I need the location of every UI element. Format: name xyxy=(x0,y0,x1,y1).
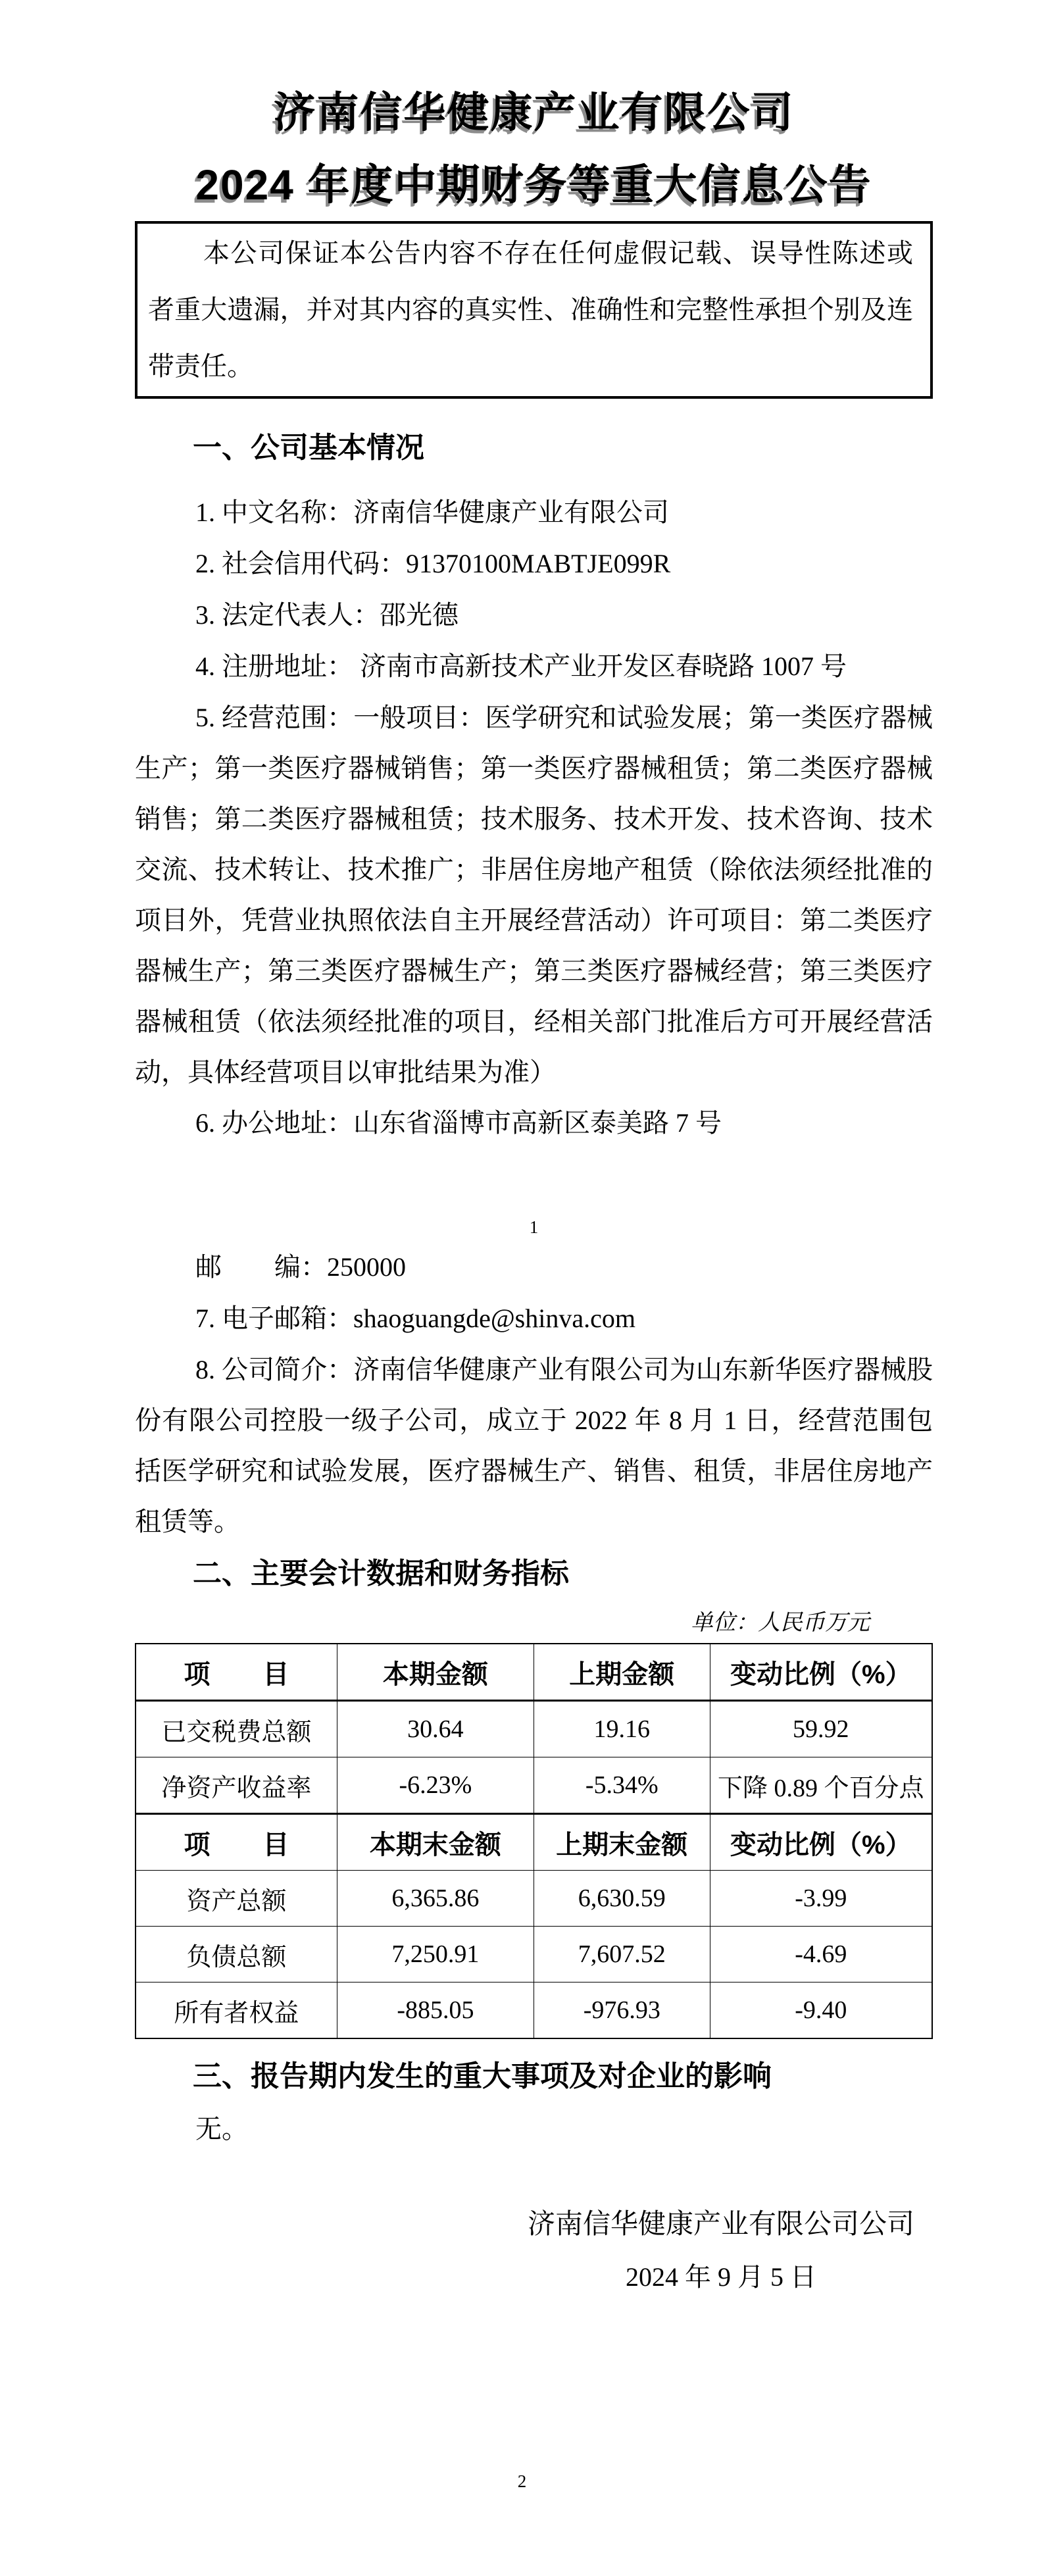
table-cell: 30.64 xyxy=(337,1701,534,1757)
document-title-line2: 2024 年度中期财务等重大信息公告 xyxy=(195,161,872,209)
table-cell: 上期末金额 xyxy=(534,1814,710,1871)
signature-company: 济南信华健康产业有限公司公司 xyxy=(527,2210,914,2240)
table-cell: -4.69 xyxy=(710,1927,932,1983)
disclaimer-box xyxy=(135,221,933,399)
table-cell: 项 目 xyxy=(136,1644,337,1701)
table-cell: 负债总额 xyxy=(136,1927,337,1983)
table-cell: 所有者权益 xyxy=(136,1983,337,2039)
table-header-row xyxy=(136,1814,932,1871)
table-cell: -6.23% xyxy=(337,1757,534,1814)
table-cell: -885.05 xyxy=(337,1983,534,2039)
table-cell: 变动比例（%） xyxy=(710,1814,932,1871)
list-item-business-scope: 5. 经营范围：一般项目：医学研究和试验发展；第一类医疗器械生产；第一类医疗器械销售；第一类医疗器械租赁；第二类医疗器械销售；第二类医疗器械租赁；技术服务、技术开发、技术咨询、技术交流、技术转让、技术推广；非居住房地产租赁（除依法须经批准的项目外，凭营业执照依法自主开展经营活动）许可项目：第二类医疗器械生产；第三类医疗器械生产；第三类医疗器械经营；第三类医疗器械租赁（依法须经批准的项目，经相关部门批准后方可开展经营活动，具体经营项目以审批结果为准） xyxy=(135,703,933,1087)
document-title xyxy=(135,76,933,221)
table-cell: 项 目 xyxy=(136,1814,337,1871)
table-cell: 59.92 xyxy=(710,1701,932,1757)
section3-body: 无。 xyxy=(195,2114,248,2144)
section1-items xyxy=(135,487,933,1149)
section2-heading: 二、主要会计数据和财务指标 xyxy=(193,1557,569,1590)
signature-date: 2024 年 9 月 5 日 xyxy=(625,2262,816,2292)
table-cell: 变动比例（%） xyxy=(710,1644,932,1701)
table-cell: -9.40 xyxy=(710,1983,932,2039)
section1-heading: 一、公司基本情况 xyxy=(193,432,424,464)
table-cell: 上期金额 xyxy=(534,1644,710,1701)
list-item-legal-representative: 3. 法定代表人：邵光德 xyxy=(195,600,459,630)
table-cell: 19.16 xyxy=(534,1701,710,1757)
table-row xyxy=(136,1983,932,2039)
list-item-chinese-name: 1. 中文名称：济南信华健康产业有限公司 xyxy=(195,497,669,527)
table-cell: 净资产收益率 xyxy=(136,1757,337,1814)
table-cell: 7,607.52 xyxy=(534,1927,710,1983)
table-cell: 6,365.86 xyxy=(337,1871,534,1927)
disclaimer-text: 本公司保证本公告内容不存在任何虚假记载、误导性陈述或者重大遗漏，并对其内容的真实性、准确性和完整性承担个别及连带责任。 xyxy=(148,238,913,381)
table-cell: -5.34% xyxy=(534,1757,710,1814)
section3-heading: 三、报告期内发生的重大事项及对企业的影响 xyxy=(193,2060,772,2092)
list-item-email: 7. 电子邮箱：shaoguangde@shinva.com xyxy=(195,1303,635,1333)
table-cell: -976.93 xyxy=(534,1983,710,2039)
table-cell: 已交税费总额 xyxy=(136,1701,337,1757)
list-item-zipcode: 邮 编：250000 xyxy=(195,1252,406,1282)
table-cell: 本期末金额 xyxy=(337,1814,534,1871)
table-row xyxy=(136,1871,932,1927)
document-content xyxy=(135,76,933,2304)
list-item-company-profile: 8. 公司简介：济南信华健康产业有限公司为山东新华医疗器械股份有限公司控股一级子公司，成立于 2022 年 8 月 1 日，经营范围包括医学研究和试验发展，医疗器械生产、销售、租赁，非居住房地产租赁等。 xyxy=(135,1355,933,1536)
table-cell: 下降 0.89 个百分点 xyxy=(710,1757,932,1814)
financial-table xyxy=(135,1643,933,2039)
table-unit-note: 单位：人民币万元 xyxy=(691,1611,870,1635)
table-cell: -3.99 xyxy=(710,1871,932,1927)
list-item-office-address: 6. 办公地址：山东省淄博市高新区泰美路 7 号 xyxy=(195,1108,722,1138)
table-cell: 7,250.91 xyxy=(337,1927,534,1983)
table-row xyxy=(136,1927,932,1983)
page-number-1: 1 xyxy=(529,1217,539,1237)
table-cell: 6,630.59 xyxy=(534,1871,710,1927)
page-number-2: 2 xyxy=(517,2471,527,2491)
table-header-row xyxy=(136,1644,932,1701)
list-item-credit-code: 2. 社会信用代码：91370100MABTJE099R xyxy=(195,549,671,578)
table-row xyxy=(136,1701,932,1757)
table-row xyxy=(136,1757,932,1814)
signature-inner xyxy=(528,2198,914,2304)
signature-block xyxy=(135,2198,933,2304)
table-cell: 本期金额 xyxy=(337,1644,534,1701)
table-cell: 资产总额 xyxy=(136,1871,337,1927)
document-title-line1: 济南信华健康产业有限公司 xyxy=(273,89,795,136)
list-item-registered-address: 4. 注册地址： 济南市高新技术产业开发区春晓路 1007 号 xyxy=(195,651,847,681)
